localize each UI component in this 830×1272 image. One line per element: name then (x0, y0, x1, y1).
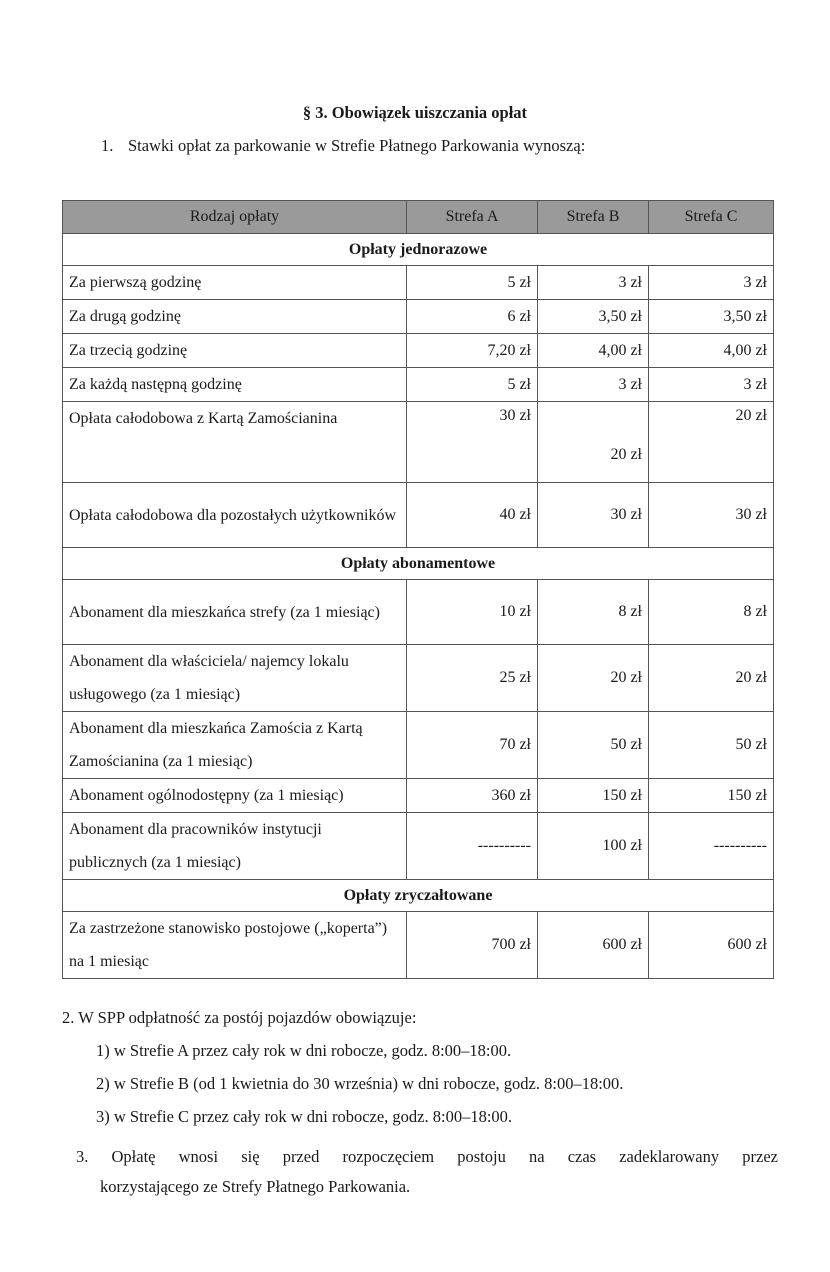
value-zone-c: ---------- (649, 813, 774, 880)
value-zone-a: 5 zł (407, 266, 538, 300)
value-zone-a: 6 zł (407, 300, 538, 334)
value-zone-c: 20 zł (649, 402, 774, 483)
value-zone-b: 3 zł (538, 368, 649, 402)
sub-item-3: 3) w Strefie C przez cały rok w dni robocze, godz. 8:00–18:00. (96, 1107, 513, 1126)
item3-word: rozpoczęciem (342, 1147, 435, 1166)
row-label: Za trzecią godzinę (63, 334, 407, 368)
table-row (63, 266, 774, 300)
intro-paragraph (101, 136, 585, 156)
table-row (63, 912, 774, 979)
row-label: Za pierwszą godzinę (63, 266, 407, 300)
row-label: Abonament dla mieszkańca Zamościa z Kartą Zamościanina (za 1 miesiąc) (63, 712, 407, 779)
item3-word: czas (567, 1147, 597, 1166)
value-zone-b: 3,50 zł (538, 300, 649, 334)
value-zone-a: 7,20 zł (407, 334, 538, 368)
section-row (63, 234, 774, 266)
header-zone-a: Strefa A (407, 201, 538, 234)
value-zone-c: 600 zł (649, 912, 774, 979)
list-item-2 (62, 1008, 416, 1028)
row-label: Abonament dla mieszkańca strefy (za 1 miesiąc) (63, 580, 407, 645)
value-zone-b: 150 zł (538, 779, 649, 813)
value-zone-b: 100 zł (538, 813, 649, 880)
item3-word: przez (742, 1147, 778, 1166)
item3-line-2: korzystającego ze Strefy Płatnego Parkowania. (100, 1177, 411, 1196)
value-zone-a: 40 zł (407, 483, 538, 548)
value-zone-c: 20 zł (649, 645, 774, 712)
item3-number: 3. (76, 1147, 89, 1166)
item3-word: się (241, 1147, 260, 1166)
item2-text: W SPP odpłatność za postój pojazdów obowiązuje: (78, 1008, 417, 1027)
header-fee-type: Rodzaj opłaty (63, 201, 407, 234)
table-row (63, 483, 774, 548)
section-one-time: Opłaty jednorazowe (63, 234, 774, 266)
intro-number: 1. (101, 136, 114, 155)
value-zone-a: 700 zł (407, 912, 538, 979)
row-label: Opłata całodobowa z Kartą Zamościanina (63, 402, 407, 483)
table-row (63, 813, 774, 880)
value-zone-a: 10 zł (407, 580, 538, 645)
value-zone-c: 50 zł (649, 712, 774, 779)
value-zone-b: 600 zł (538, 912, 649, 979)
value-zone-b: 30 zł (538, 483, 649, 548)
value-zone-a: 25 zł (407, 645, 538, 712)
value-zone-a: 360 zł (407, 779, 538, 813)
table-header-row (63, 201, 774, 234)
item3-line-1 (76, 1142, 778, 1172)
value-zone-c: 30 zł (649, 483, 774, 548)
item3-word: przed (282, 1147, 320, 1166)
row-label: Za każdą następną godzinę (63, 368, 407, 402)
row-label: Opłata całodobowa dla pozostałych użytkowników (63, 483, 407, 548)
table-row (63, 300, 774, 334)
row-label: Abonament dla właściciela/ najemcy lokalu usługowego (za 1 miesiąc) (63, 645, 407, 712)
item3-word: zadeklarowany (619, 1147, 720, 1166)
section-flat: Opłaty zryczałtowane (63, 880, 774, 912)
value-zone-c: 150 zł (649, 779, 774, 813)
header-zone-c: Strefa C (649, 201, 774, 234)
row-label: Za drugą godzinę (63, 300, 407, 334)
item3-word: postoju (457, 1147, 506, 1166)
list-item-3 (76, 1142, 778, 1202)
table-row (63, 402, 774, 483)
sub-item-2: 2) w Strefie B (od 1 kwietnia do 30 września) w dni robocze, godz. 8:00–18:00. (96, 1074, 624, 1093)
value-zone-a: ---------- (407, 813, 538, 880)
header-zone-b: Strefa B (538, 201, 649, 234)
section-subscription: Opłaty abonamentowe (63, 548, 774, 580)
item3-word: wnosi (178, 1147, 219, 1166)
section-row (63, 548, 774, 580)
table-row (63, 580, 774, 645)
item3-word: na (528, 1147, 545, 1166)
table-row (63, 779, 774, 813)
section-heading: § 3. Obowiązek uiszczania opłat (302, 103, 528, 122)
value-zone-c: 4,00 zł (649, 334, 774, 368)
table-row (63, 712, 774, 779)
table-row (63, 334, 774, 368)
value-zone-c: 8 zł (649, 580, 774, 645)
row-label: Abonament ogólnodostępny (za 1 miesiąc) (63, 779, 407, 813)
item3-word: Opłatę (111, 1147, 156, 1166)
value-zone-a: 5 zł (407, 368, 538, 402)
value-zone-b: 3 zł (538, 266, 649, 300)
value-zone-c: 3 zł (649, 368, 774, 402)
value-zone-b: 20 zł (538, 645, 649, 712)
value-zone-a: 70 zł (407, 712, 538, 779)
intro-text: Stawki opłat za parkowanie w Strefie Płatnego Parkowania wynoszą: (128, 136, 586, 155)
row-label: Abonament dla pracowników instytucji publicznych (za 1 miesiąc) (63, 813, 407, 880)
value-zone-b: 4,00 zł (538, 334, 649, 368)
value-zone-b: 50 zł (538, 712, 649, 779)
value-zone-b: 8 zł (538, 580, 649, 645)
row-label: Za zastrzeżone stanowisko postojowe („koperta”) na 1 miesiąc (63, 912, 407, 979)
section-row (63, 880, 774, 912)
table-row (63, 368, 774, 402)
value-zone-c: 3 zł (649, 266, 774, 300)
table-row (63, 645, 774, 712)
sub-item-1: 1) w Strefie A przez cały rok w dni robocze, godz. 8:00–18:00. (96, 1041, 512, 1060)
value-zone-b: 20 zł (538, 402, 649, 483)
value-zone-a: 30 zł (407, 402, 538, 483)
fees-table (62, 200, 774, 979)
value-zone-c: 3,50 zł (649, 300, 774, 334)
item2-number: 2. (62, 1008, 75, 1027)
